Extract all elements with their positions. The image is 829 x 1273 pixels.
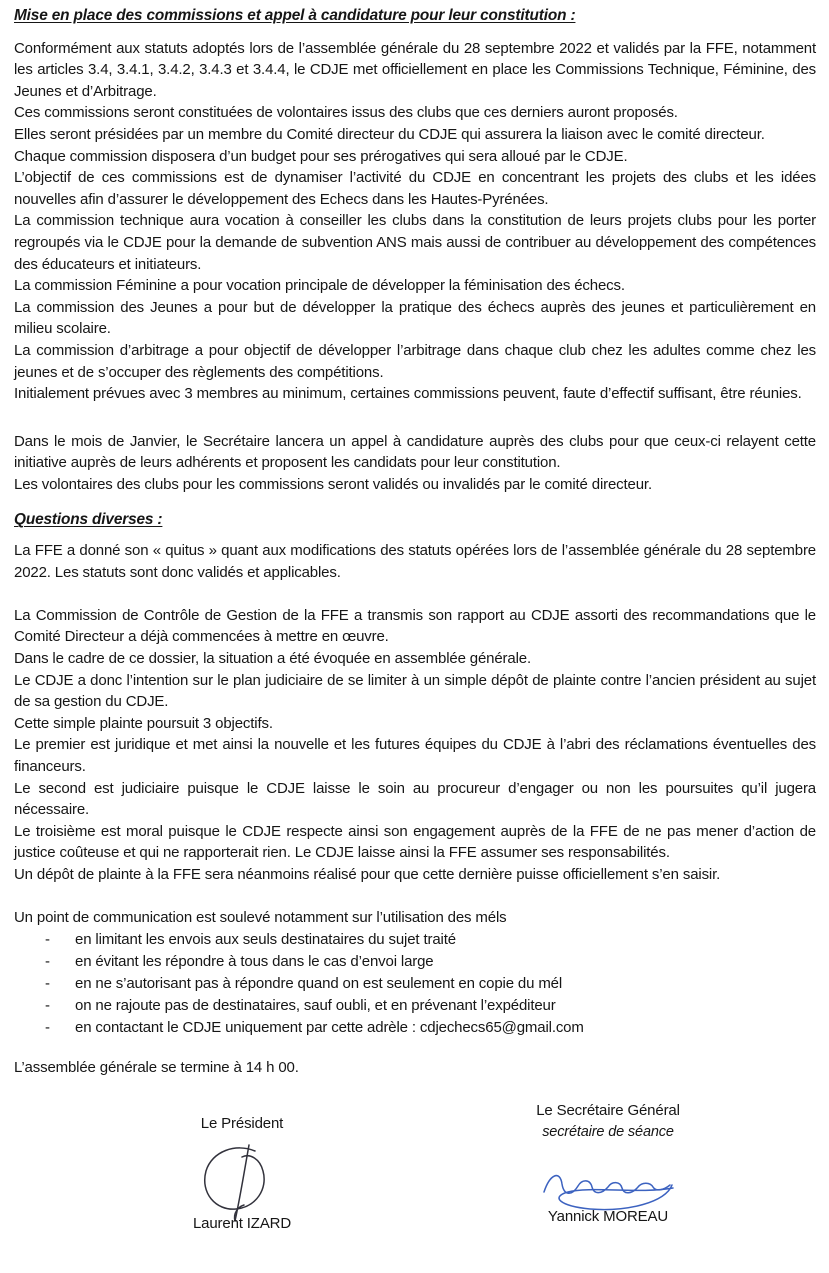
list-item: [45, 951, 816, 973]
body-paragraph: Le second est judiciaire puisque le CDJE laisse le soin au procureur d’engager ou non les poursuites qu’il jugera nécessaire.: [14, 779, 816, 819]
email-usage-list: [14, 929, 816, 1039]
paragraph-spacer: [14, 583, 816, 605]
body-paragraph: L’objectif de ces commissions est de dynamiser l’activité du CDJE en concentrant les projets des clubs et les idées nouvelles afin d’assurer le développement des Echecs dans les Hautes-Pyrénées.: [14, 169, 816, 208]
paragraph-spacer: [14, 405, 816, 431]
communication-intro: Un point de communication est soulevé notamment sur l’utilisation des méls: [14, 909, 507, 927]
body-paragraph: La commission technique aura vocation à conseiller les clubs dans la constitution de leurs projets clubs pour les porter regroupés via le CDJE pour la demande de subvention ANS mais aussi de contribuer au développement des compétences des éducateurs et initiateurs.: [14, 212, 816, 273]
list-item-text: en contactant le CDJE uniquement par cette adrèle : cdjechecs65@gmail.com: [75, 1018, 584, 1036]
body-paragraph: La FFE a donné son « quitus » quant aux modifications des statuts opérées lors de l’assemblée générale du 28 septembre 2022. Les statuts sont donc validés et applicables.: [14, 542, 816, 581]
paragraph-spacer: [14, 1039, 816, 1057]
list-item-text: en limitant les envois aux seuls destinataires du sujet traité: [75, 930, 456, 948]
body-paragraph: Initialement prévues avec 3 membres au minimum, certaines commissions peuvent, faute d’effectif suffisant, être réunies.: [14, 385, 802, 403]
body-paragraph: Conformément aux statuts adoptés lors de l’assemblée générale du 28 septembre 2022 et validés par la FFE, notamment les articles 3.4, 3.4.1, 3.4.2, 3.4.3 et 3.4.4, le CDJE met officiellement en place les Commissions Technique, Féminine, des Jeunes et d’Arbitrage.: [14, 39, 816, 100]
president-signature-column: [132, 1100, 352, 1234]
list-item-text: en ne s’autorisant pas à répondre quand on est seulement en copie du mél: [75, 974, 563, 992]
body-paragraph: Dans le mois de Janvier, le Secrétaire lancera un appel à candidature auprès des clubs pour que ceux-ci relayent cette initiative auprès de leurs adhérents et proposent les candidats pour leur constitution.: [14, 432, 816, 472]
president-title: Le Président: [200, 1115, 284, 1133]
body-paragraph: Dans le cadre de ce dossier, la situation a été évoquée en assemblée générale.: [14, 650, 531, 668]
body-paragraph: Ces commissions seront constituées de volontaires issus des clubs que ces derniers auront proposés.: [14, 104, 678, 122]
bullet-dash: -: [45, 1018, 50, 1036]
body-paragraph: Chaque commission disposera d’un budget pour ses prérogatives qui sera alloué par le CDJE.: [14, 147, 628, 165]
list-item: [45, 1017, 816, 1039]
list-item: [45, 973, 816, 995]
president-name: Laurent IZARD: [192, 1214, 292, 1232]
body-paragraph: Les volontaires des clubs pour les commissions seront validés ou invalidés par le comité directeur.: [14, 475, 652, 493]
secretary-signature-column: [488, 1100, 728, 1234]
list-item-text: en évitant les répondre à tous dans le cas d’envoi large: [75, 952, 434, 970]
bullet-dash: -: [45, 996, 50, 1014]
bullet-dash: -: [45, 930, 50, 948]
body-paragraph: Elles seront présidées par un membre du Comité directeur du CDJE qui assurera la liaison avec le comité directeur.: [14, 125, 765, 143]
secretary-name: Yannick MOREAU: [547, 1207, 669, 1225]
section-heading-questions: Questions diverses :: [14, 511, 163, 529]
body-paragraph: La commission Féminine a pour vocation principale de développer la féminisation des échecs.: [14, 277, 625, 295]
secretary-subtitle: secrétaire de séance: [542, 1123, 674, 1140]
body-paragraph: La Commission de Contrôle de Gestion de la FFE a transmis son rapport au CDJE assorti des recommandations que le Comité Directeur a déjà commencées à mettre en œuvre.: [14, 606, 816, 646]
signature-block: [14, 1100, 816, 1234]
section-heading-commissions: Mise en place des commissions et appel à candidature pour leur constitution :: [14, 7, 576, 24]
list-item-text: on ne rajoute pas de destinataires, sauf oubli, et en prévenant l’expéditeur: [75, 996, 556, 1014]
body-paragraph: Cette simple plainte poursuit 3 objectifs.: [14, 714, 273, 732]
body-paragraph: Un dépôt de plainte à la FFE sera néanmoins réalisé pour que cette dernière puisse officiellement s’en saisir.: [14, 865, 721, 883]
list-item: [45, 929, 816, 951]
list-item: [45, 995, 816, 1017]
body-paragraph: Le troisième est moral puisque le CDJE respecte ainsi son engagement auprès de la FFE de ne pas mener d’action de justice coûteuse et qui ne rapporterait rien. Le CDJE laisse ainsi la FFE assumer ses responsabilités.: [14, 822, 816, 862]
body-paragraph: Le premier est juridique et met ainsi la nouvelle et les futures équipes du CDJE à l’abri des réclamations éventuelles des financeurs.: [14, 736, 816, 775]
body-paragraph: La commission des Jeunes a pour but de développer la pratique des échecs auprès des jeunes et particulièrement en milieu scolaire.: [14, 298, 816, 338]
closing-paragraph: L’assemblée générale se termine à 14 h 00.: [14, 1058, 299, 1076]
paragraph-spacer: [14, 886, 816, 908]
body-paragraph: Le CDJE a donc l’intention sur le plan judiciaire de se limiter à un simple dépôt de plainte contre l’ancien président au sujet de sa gestion du CDJE.: [14, 671, 816, 711]
bullet-dash: -: [45, 974, 50, 992]
body-paragraph: La commission d’arbitrage a pour objectif de développer l’arbitrage dans chaque club chez les adultes comme chez les jeunes et de s’occuper des règlements des compétitions.: [14, 341, 816, 381]
secretary-title: Le Secrétaire Général: [536, 1102, 680, 1120]
bullet-dash: -: [45, 952, 50, 970]
